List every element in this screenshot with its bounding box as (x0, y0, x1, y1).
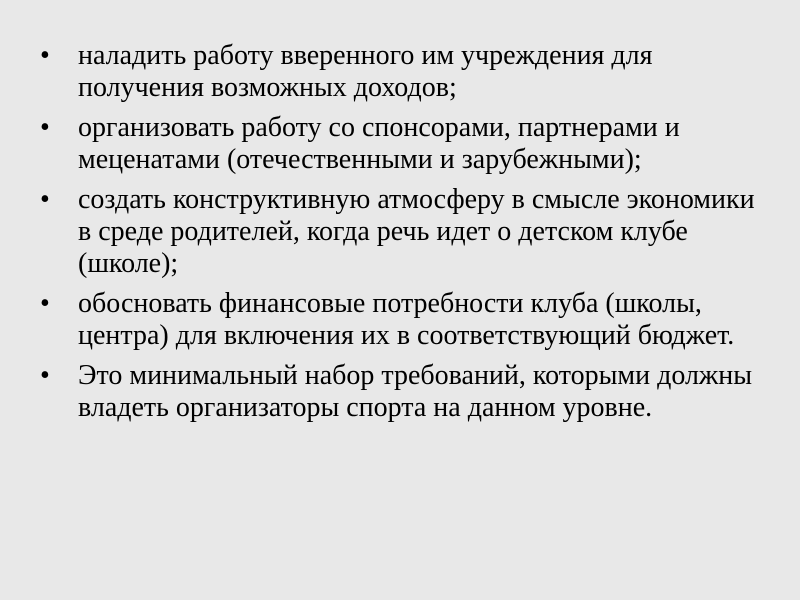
bullet-item (40, 40, 770, 104)
bullet-marker: • (40, 184, 50, 215)
bullet-item (40, 360, 770, 424)
bullet-text: обосновать финансовые потребности клуба (школы, центра) для включения их в соответствующий бюджет. (78, 288, 735, 351)
bullet-marker: • (40, 40, 50, 71)
bullet-item (40, 288, 770, 352)
bullet-marker: • (40, 360, 50, 391)
bullet-item (40, 184, 770, 280)
bullet-list (40, 40, 770, 432)
bullet-text: создать конструктивную атмосферу в смысле экономики в среде родителей, когда речь идет о детском клубе (школе); (78, 184, 755, 279)
bullet-marker: • (40, 288, 50, 319)
bullet-text: Это минимальный набор требований, которыми должны владеть организаторы спорта на данном уровне. (78, 360, 753, 423)
bullet-text: наладить работу вверенного им учреждения для получения возможных доходов; (78, 40, 653, 103)
bullet-marker: • (40, 112, 50, 143)
bullet-item (40, 112, 770, 176)
bullet-text: организовать работу со спонсорами, партнерами и меценатами (отечественными и зарубежными); (78, 112, 680, 175)
